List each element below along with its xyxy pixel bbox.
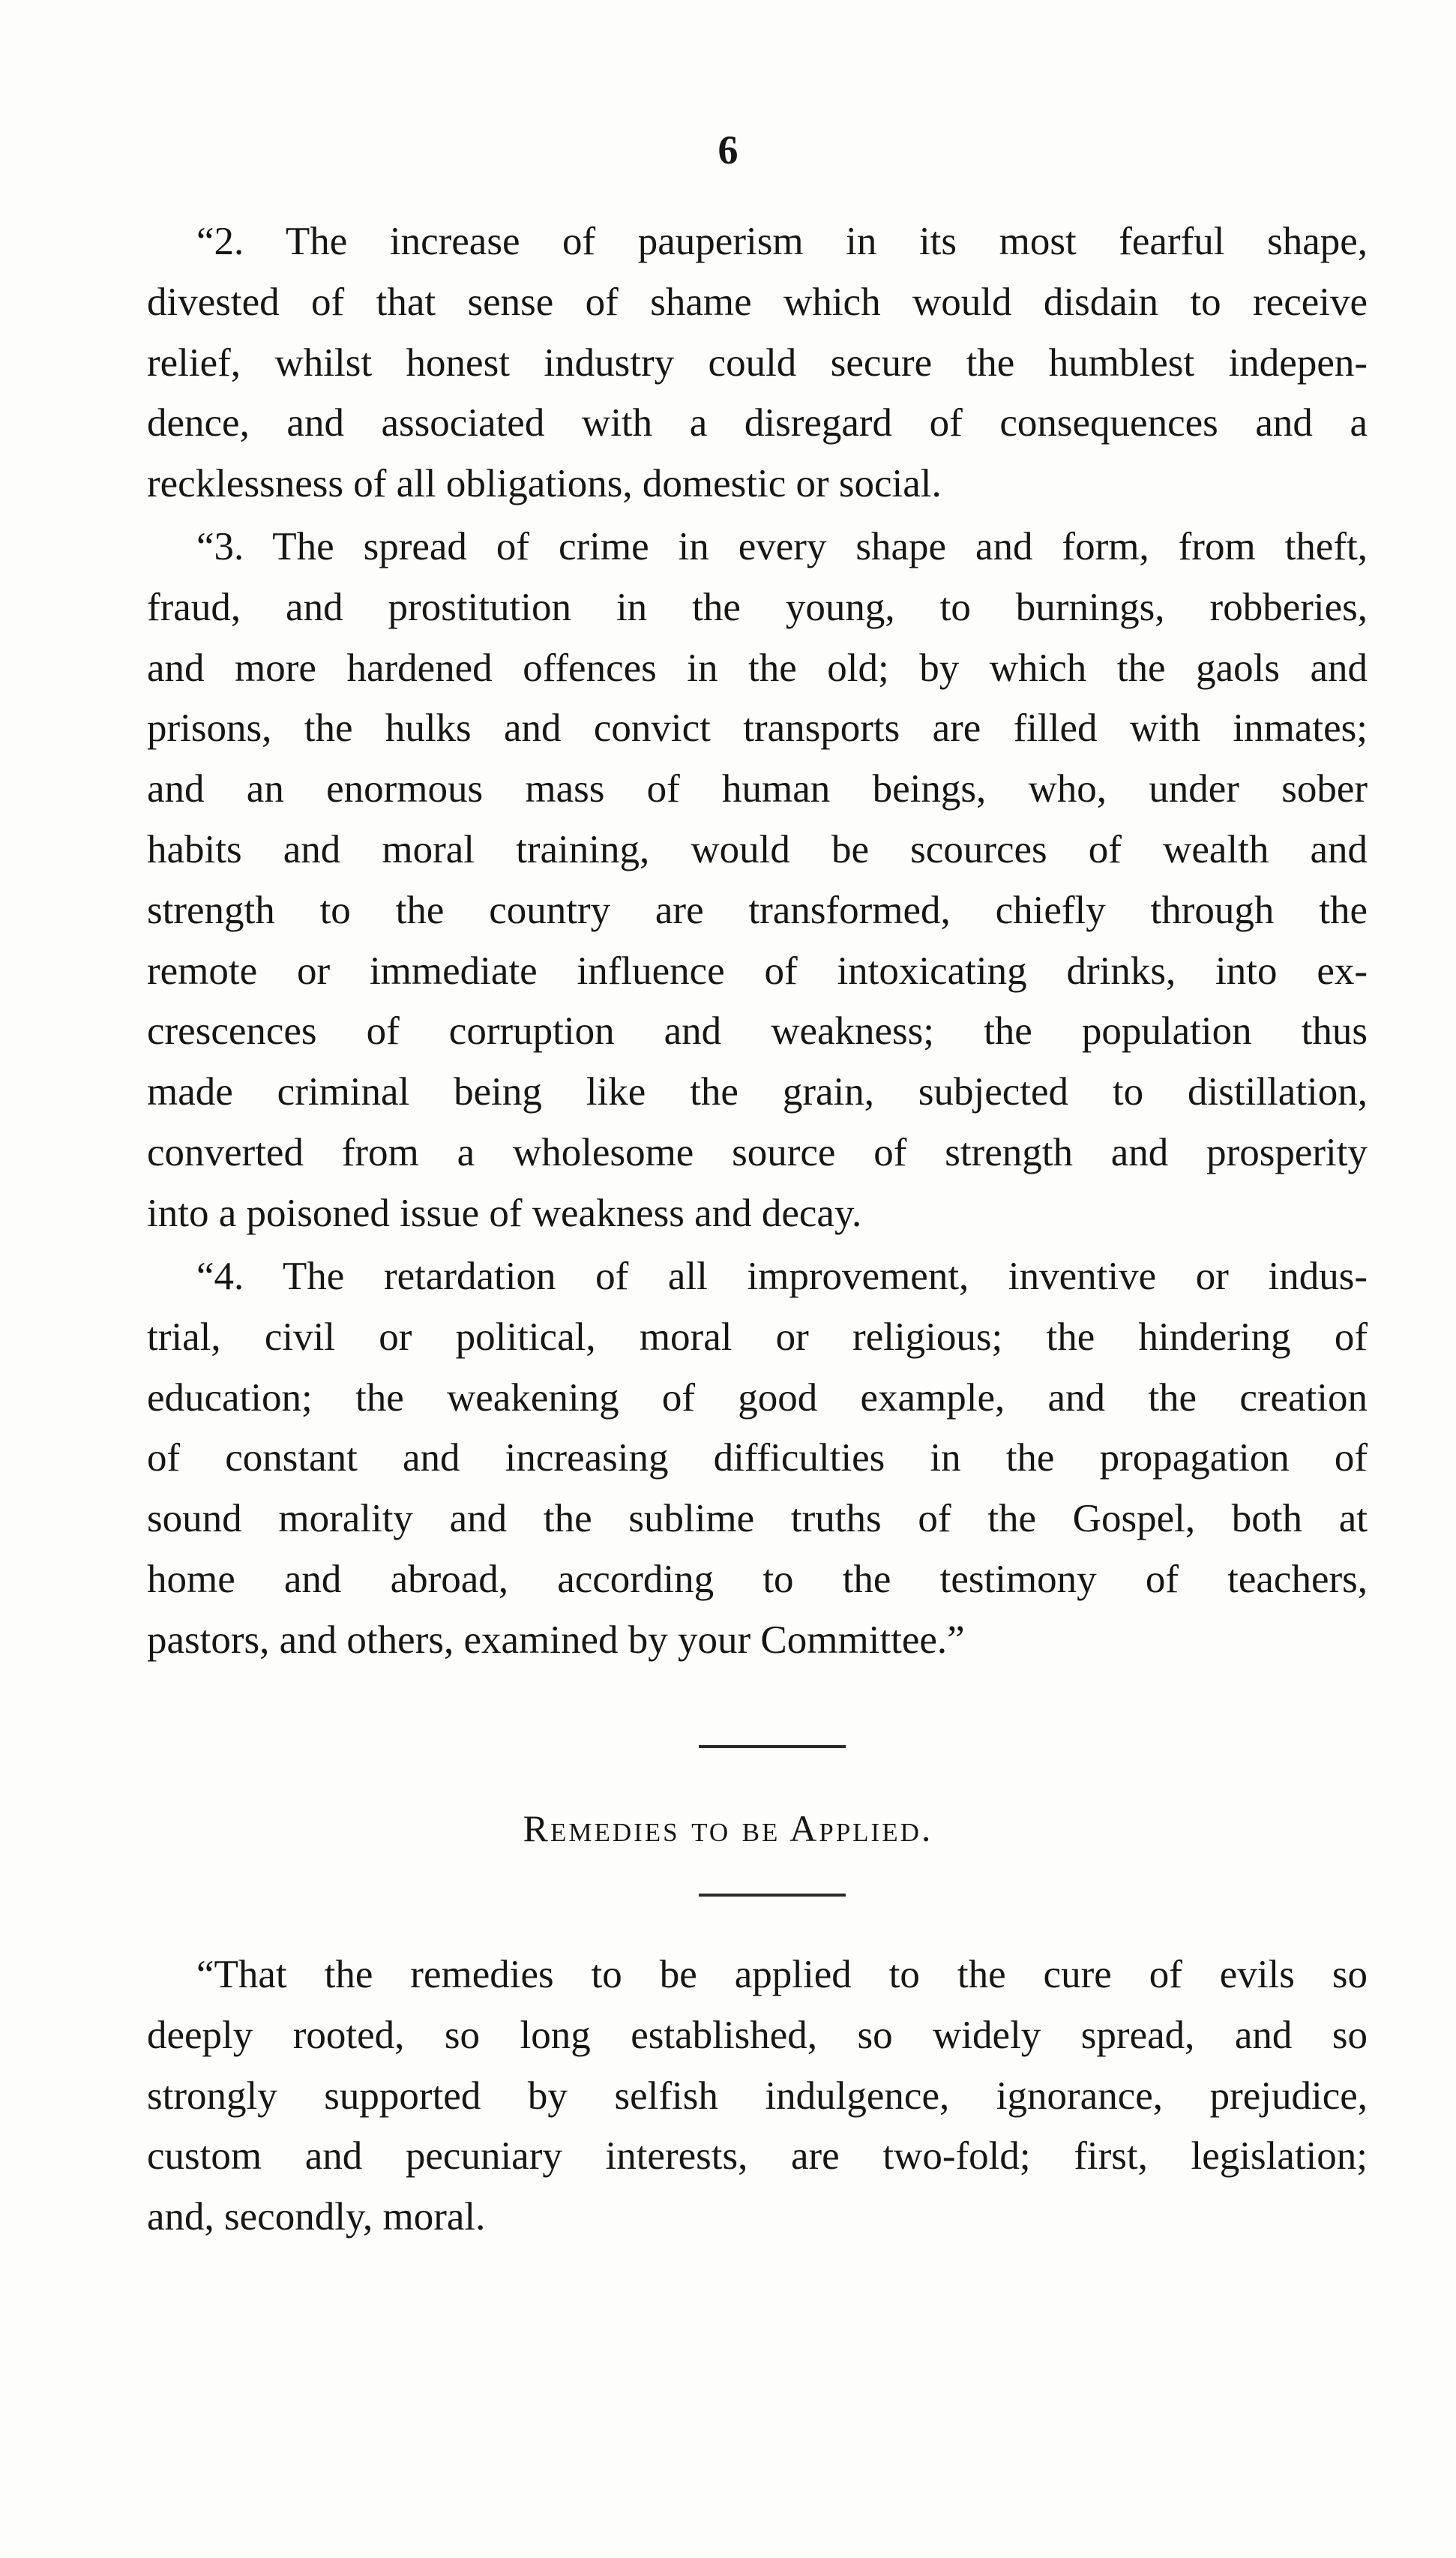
page-number: 6 bbox=[718, 127, 738, 172]
section-heading bbox=[0, 1802, 1456, 1855]
text-line: made criminal being like the grain, subjected to distillation, bbox=[147, 1070, 1368, 1114]
text-line: “3. The spread of crime in every shape and form, from theft, bbox=[196, 525, 1368, 568]
text-line: custom and pecuniary interests, are two-fold; first, legislation; bbox=[147, 2134, 1368, 2179]
text-line: of constant and increasing difficulties in the propagation of bbox=[147, 1436, 1368, 1480]
text-line: crescences of corruption and weakness; the population thus bbox=[147, 1009, 1368, 1054]
section-divider-bottom bbox=[699, 1894, 846, 1897]
text-line: home and abroad, according to the testimony of teachers, bbox=[147, 1557, 1368, 1601]
text-line: trial, civil or political, moral or religious; the hindering of bbox=[147, 1315, 1368, 1359]
text-line: sound morality and the sublime truths of the Gospel, both at bbox=[147, 1497, 1368, 1541]
text-line: into a poisoned issue of weakness and decay. bbox=[147, 1191, 862, 1235]
section-heading-text: Remedies to be Applied. bbox=[523, 1807, 933, 1849]
text-line: strength to the country are transformed, chiefly through the bbox=[147, 888, 1368, 932]
text-line: “4. The retardation of all improvement, inventive or indus- bbox=[196, 1255, 1368, 1298]
text-line: and, secondly, moral. bbox=[147, 2195, 486, 2239]
paragraph-retardation bbox=[147, 1246, 1368, 1671]
paragraph-remedies bbox=[147, 1945, 1368, 2248]
text-line: converted from a wholesome source of strength and prosperity bbox=[147, 1130, 1368, 1174]
text-line: remote or immediate influence of intoxicating drinks, into ex- bbox=[147, 949, 1368, 993]
text-line: dence, and associated with a disregard of consequences and a bbox=[147, 401, 1368, 445]
text-line: recklessness of all obligations, domestic or social. bbox=[147, 462, 942, 506]
paragraph-crime bbox=[147, 517, 1368, 1244]
text-line: prisons, the hulks and convict transports are filled with inmates; bbox=[147, 706, 1368, 751]
paragraph-pauperism bbox=[147, 211, 1368, 514]
text-line: fraud, and prostitution in the young, to burnings, robberies, bbox=[147, 585, 1368, 629]
text-line: habits and moral training, would be scources of wealth and bbox=[147, 827, 1368, 871]
text-line: relief, whilst honest industry could secure the humblest indepen- bbox=[147, 340, 1368, 385]
text-line: pastors, and others, examined by your Committee.” bbox=[147, 1618, 965, 1662]
text-line: “2. The increase of pauperism in its most fearful shape, bbox=[196, 220, 1368, 263]
text-line: education; the weakening of good example, and the creation bbox=[147, 1375, 1368, 1420]
text-line: and more hardened offences in the old; by which the gaols and bbox=[147, 646, 1368, 690]
text-line: “That the remedies to be applied to the cure of evils so bbox=[196, 1953, 1368, 1996]
text-line: strongly supported by selfish indulgence, ignorance, prejudice, bbox=[147, 2074, 1368, 2118]
text-line: deeply rooted, so long established, so widely spread, and so bbox=[147, 2013, 1368, 2057]
section-divider-top bbox=[699, 1745, 846, 1748]
text-line: and an enormous mass of human beings, who, under sober bbox=[147, 767, 1368, 811]
text-line: divested of that sense of shame which would disdain to receive bbox=[147, 280, 1368, 324]
